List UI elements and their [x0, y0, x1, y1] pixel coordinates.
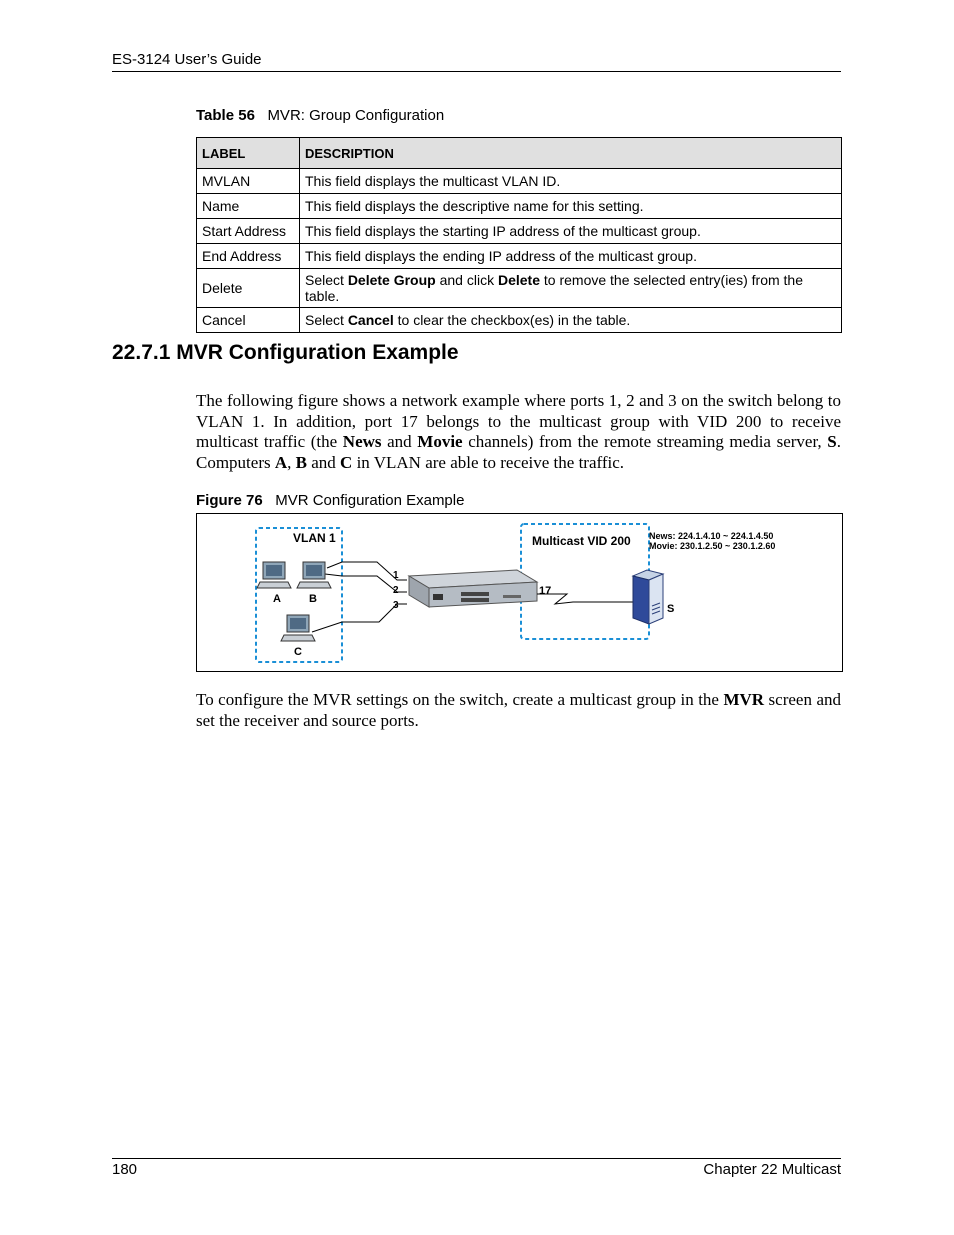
para-bold: News [342, 432, 382, 451]
row-label: End Address [197, 244, 300, 269]
port-1-label: 1 [393, 570, 399, 581]
section-title: 22.7.1 MVR Configuration Example [112, 341, 459, 364]
row-description [300, 308, 842, 333]
para-text: screen and set the receiver and source ports. [196, 690, 841, 730]
row-description: This field displays the ending IP address of the multicast group. [300, 244, 842, 269]
para-text: , [287, 452, 296, 472]
desc-bold: Delete Group [347, 272, 436, 288]
row-label: Start Address [197, 219, 300, 244]
news-label: News: 224.1.4.10 ~ 224.1.4.50 [649, 531, 774, 541]
port-3-label: 3 [393, 600, 399, 611]
header-divider [112, 71, 841, 72]
intro-paragraph [196, 391, 841, 473]
row-label: Delete [197, 269, 300, 308]
pc-b-icon [297, 562, 331, 588]
para-bold: Movie [417, 432, 463, 451]
desc-text: to clear the checkbox(es) in the table. [393, 312, 631, 328]
movie-label: Movie: 230.1.2.50 ~ 230.1.2.60 [649, 541, 776, 551]
desc-text: Select [305, 272, 348, 288]
pc-c-icon [281, 615, 315, 641]
row-description: This field displays the multicast VLAN ID. [300, 169, 842, 194]
table-row [197, 308, 842, 333]
desc-text: Select [305, 312, 348, 328]
footer-divider [112, 1158, 841, 1159]
port-17-label: 17 [539, 585, 552, 597]
para-text: channels) from the remote streaming media server, [462, 432, 828, 451]
para-bold: S [827, 432, 837, 451]
chapter-title: Chapter 22 Multicast [703, 1161, 841, 1178]
para-text: . Computers [196, 432, 842, 472]
pc-c-label: C [294, 646, 302, 658]
page-number: 180 [112, 1161, 138, 1178]
figure-caption [196, 492, 464, 509]
row-description [300, 269, 842, 308]
para-text: and [381, 432, 418, 451]
row-description: This field displays the descriptive name for this setting. [300, 194, 842, 219]
vlan-boundary [256, 528, 342, 662]
running-header: ES-3124 User’s Guide [112, 51, 262, 68]
pc-b-label: B [309, 593, 317, 605]
switch-icon [409, 570, 537, 607]
mvr-example-figure [196, 513, 843, 672]
vlan-label: VLAN 1 [293, 531, 336, 545]
row-label: MVLAN [197, 169, 300, 194]
para-text: To configure the MVR settings on the switch, create a multicast group in the [196, 690, 724, 709]
config-paragraph [196, 690, 841, 731]
mvr-group-config-table [196, 137, 842, 333]
pc-a-label: A [273, 593, 281, 605]
server-icon [633, 570, 663, 624]
para-text: The following figure shows a network example where ports 1, 2 and 3 on the switch belong to VLAN 1. In addition, port 17 belongs to the multicast group with VID 200 to receive multicast traffic (the [196, 391, 841, 451]
para-bold: B [295, 452, 307, 472]
desc-text: and click [435, 272, 498, 288]
table-row [197, 269, 842, 308]
table-row [197, 169, 842, 194]
table-row [197, 244, 842, 269]
row-label: Cancel [197, 308, 300, 333]
pc-a-icon [257, 562, 291, 588]
figure-caption-text: MVR Configuration Example [275, 492, 465, 509]
port-2-label: 2 [393, 585, 399, 596]
table-row [197, 194, 842, 219]
para-text: in VLAN are able to receive the traffic. [352, 452, 625, 472]
para-bold: A [274, 452, 288, 472]
network-diagram [197, 514, 842, 671]
desc-bold: Delete [497, 272, 540, 288]
wan-link [537, 594, 633, 604]
table-caption [196, 107, 444, 124]
table-row [197, 219, 842, 244]
para-bold: C [340, 452, 353, 472]
table-caption-text: MVR: Group Configuration [267, 107, 445, 124]
desc-text: to remove the selected entry(ies) from the table. [305, 272, 803, 304]
desc-bold: Cancel [347, 312, 394, 328]
table-caption-number: Table 56 [196, 107, 255, 124]
figure-caption-number: Figure 76 [196, 492, 263, 509]
header-label: LABEL [197, 138, 300, 169]
para-bold: MVR [723, 690, 765, 709]
table-header-row [197, 138, 842, 169]
para-text: and [306, 452, 341, 472]
header-description: DESCRIPTION [300, 138, 842, 169]
multicast-label: Multicast VID 200 [532, 534, 631, 548]
server-label: S [667, 603, 675, 615]
row-label: Name [197, 194, 300, 219]
row-description: This field displays the starting IP address of the multicast group. [300, 219, 842, 244]
